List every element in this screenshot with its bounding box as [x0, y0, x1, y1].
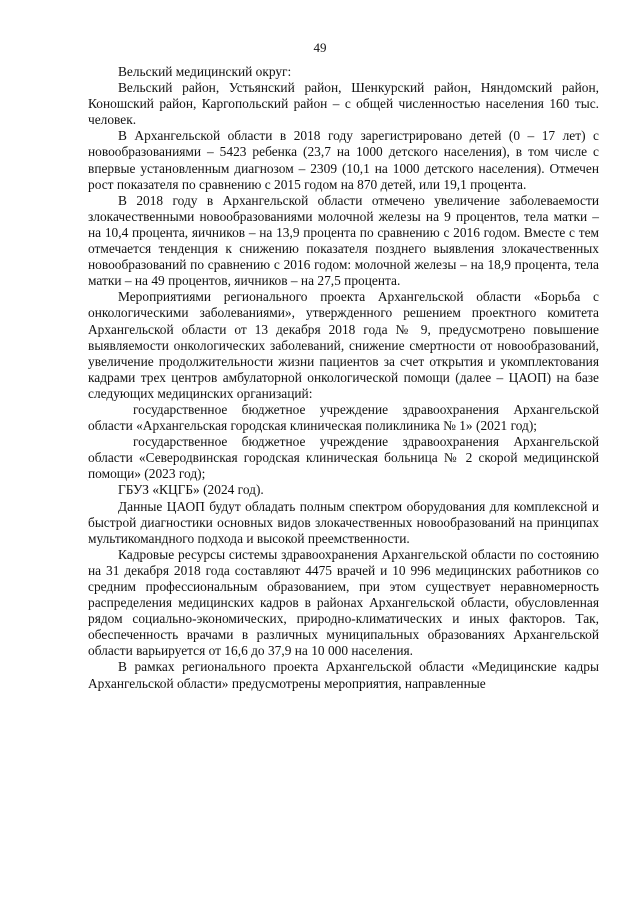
document-body	[88, 64, 599, 692]
paragraph-organization-2: государственное бюджетное учреждение здравоохранения Архангельской области «Северодвинская городская клиническая больница № 2 скорой медицинской помощи» (2023 год);	[88, 434, 599, 482]
paragraph-organization-1: государственное бюджетное учреждение здравоохранения Архангельской области «Архангельская городская клиническая поликлиника № 1» (2021 год);	[88, 401, 599, 434]
paragraph-children-neoplasms: В Архангельской области в 2018 году зарегистрировано детей (0 – 17 лет) с новообразованиями – 5423 ребенка (23,7 на 1000 детского населения), в том числе с впервые установленным диагнозом – 2309 (10,1 на 1000 детского населения). Отмечен рост показателя по сравнению с 2015 годом на 870 детей, или 19,1 процента.	[88, 128, 599, 192]
paragraph-district-list: Вельский район, Устьянский район, Шенкурский район, Няндомский район, Коношский район, Каргопольский район – с общей численностью населения 160 тыс. человек.	[88, 80, 599, 128]
paragraph-incidence-increase: В 2018 году в Архангельской области отмечено увеличение заболеваемости злокачественными новообразованиями молочной железы на 9 процентов, тела матки – на 10,4 процента, яичников – на 13,9 процента по сравнению с 2016 годом. Вместе с тем отмечается тенденция к снижению показателя позднего выявления злокачественных новообразований по сравнению с 2016 годом: молочной железы – на 18,9 процента, тела матки – на 49 процентов, яичников – на 27,5 процента.	[88, 192, 599, 289]
paragraph-caop-equipment: Данные ЦАОП будут обладать полным спектром оборудования для комплексной и быстрой диагностики основных видов злокачественных новообразований на принципах мультикомандного подхода и высокой преемственности.	[88, 498, 599, 546]
paragraph-medical-staff-project: В рамках регионального проекта Архангельской области «Медицинские кадры Архангельской области» предусмотрены мероприятия, направленные	[88, 659, 599, 691]
paragraph-organization-3: ГБУЗ «КЦГБ» (2024 год).	[118, 482, 264, 498]
paragraph-district-heading: Вельский медицинский округ:	[118, 64, 292, 79]
paragraph-regional-project-oncology: Мероприятиями регионального проекта Архангельской области «Борьба с онкологическими заболеваниями», утвержденного решением проектного комитета Архангельской области от 13 декабря 2018 года № 9, предусмотрено повышение выявляемости онкологических заболеваний, снижение смертности от новообразований, увеличение продолжительности жизни пациентов за счет открытия и укомплектования кадрами трех центров амбулаторной онкологической помощи (далее – ЦАОП) на базе следующих медицинских организаций:	[88, 289, 599, 401]
paragraph-staff-resources: Кадровые ресурсы системы здравоохранения Архангельской области по состоянию на 31 декабря 2018 года составляют 4475 врачей и 10 996 медицинских работников со средним профессиональным образованием, при этом существует неравномерность распределения медицинских кадров в районах Архангельской области, обусловленная рядом социально-экономических, природно-климатических и иных факторов. Так, обеспеченность врачами в различных муниципальных образованиях Архангельской области варьируется от 16,6 до 37,9 на 10 000 населения.	[88, 546, 599, 659]
page-number: 49	[313, 40, 327, 55]
